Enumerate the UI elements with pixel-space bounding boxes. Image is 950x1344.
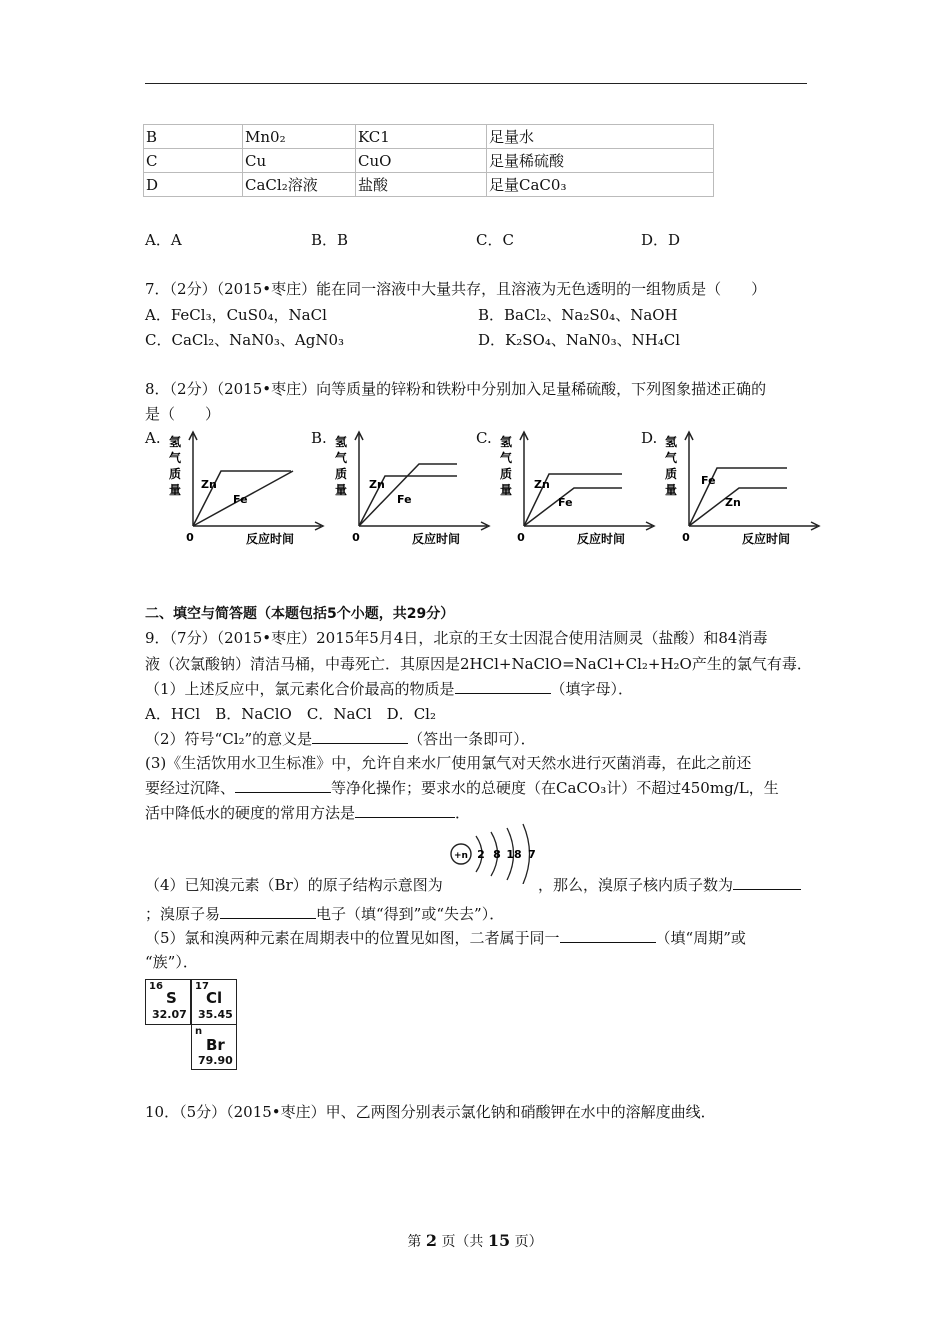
y-axis-label-char: 量 — [168, 483, 182, 497]
q7-choice-c: C．CaCl₂、NaN0₃、AgN0₃ — [145, 331, 345, 349]
y-axis-label-char: 质 — [499, 467, 513, 481]
x-axis-label: 反应时间 — [576, 532, 626, 546]
q7-choice-d: D．K₂SO₄、NaN0₃、NH₄Cl — [478, 331, 681, 349]
q9-part1-choices: A．HCl B．NaClO C．NaCl D．Cl₂ — [145, 705, 436, 723]
q7-choice-b: B．BaCl₂、Na₂S0₄、NaOH — [478, 306, 678, 324]
footer-text: 页（共 — [441, 1234, 484, 1250]
top-curve-label: Zn — [201, 478, 217, 491]
q9-part2-text-a: （2）符号“Cl₂”的意义是 — [145, 730, 313, 748]
q8-graph — [496, 428, 656, 548]
q9-line1: 9．（7分）（2015•枣庄）2015年5月4日，北京的王女士因混合使用洁厕灵（盐酸）和84消毒 — [145, 629, 768, 647]
footer-total-pages: 15 — [487, 1231, 511, 1250]
element-symbol: Cl — [206, 989, 223, 1007]
element-symbol: S — [166, 989, 177, 1007]
origin-label: 0 — [517, 531, 525, 544]
atomic-number: 16 — [149, 981, 163, 992]
q9-part4-text-d: 电子（填“得到”或“失去”）． — [316, 905, 505, 923]
table-cell: Mn0₂ — [243, 125, 356, 149]
shell-electrons: 2 — [477, 848, 485, 861]
q9-part3-text-b: 等净化操作；要求水的总硬度（在CaCO₃计）不超过450mg/L，生 — [331, 779, 779, 797]
bottom-curve-label: Fe — [558, 496, 573, 509]
table-cell: B — [144, 125, 243, 149]
origin-label: 0 — [186, 531, 194, 544]
y-axis-label-char: 气 — [334, 451, 348, 465]
y-axis-label-char: 氢 — [664, 435, 678, 449]
q10-stem: 10．（5分）（2015•枣庄）甲、乙两图分别表示氯化钠和硝酸钾在水中的溶解度曲线． — [145, 1103, 716, 1121]
atomic-number: 17 — [195, 981, 209, 992]
q8-option-letter: D. — [641, 429, 658, 447]
atomic-mass: 79.90 — [198, 1054, 233, 1067]
table-cell: 盐酸 — [356, 173, 487, 197]
q9-part1-text-b: （填字母）． — [550, 680, 634, 698]
footer-text: 页） — [514, 1234, 543, 1250]
q8-graph — [331, 428, 491, 548]
answer-blank[interactable] — [355, 802, 455, 818]
table-cell: CaCl₂溶液 — [243, 173, 356, 197]
header-rule — [145, 83, 807, 84]
q9-part2 — [145, 728, 536, 749]
origin-label: 0 — [682, 531, 690, 544]
table-cell: KC1 — [356, 125, 487, 149]
table-row — [144, 125, 714, 149]
y-axis-label-char: 质 — [168, 467, 182, 481]
answer-blank[interactable] — [235, 777, 331, 793]
y-axis-label-char: 氢 — [168, 435, 182, 449]
atomic-mass: 32.07 — [152, 1008, 187, 1021]
q8-graph — [165, 428, 325, 548]
shell-electrons: 7 — [528, 848, 536, 861]
q9-part3-text-a: 要经过沉降、 — [145, 779, 236, 797]
q9-part4-line1 — [538, 874, 801, 895]
origin-label: 0 — [352, 531, 360, 544]
q9-part2-text-b: （答出一条即可）． — [408, 730, 536, 748]
q6-choice-c: C．C — [476, 231, 514, 249]
q9-part3-text-c: 活中降低水的硬度的常用方法是 — [145, 804, 356, 822]
table-cell: 足量CaC0₃ — [487, 173, 714, 197]
answer-blank[interactable] — [733, 874, 801, 890]
footer-page-number: 2 — [425, 1231, 437, 1250]
table-cell: CuO — [356, 149, 487, 173]
q6-choice-a: A．A — [145, 231, 182, 249]
q7-choice-a: A．FeCl₃，CuS0₄，NaCl — [145, 306, 327, 324]
bromine-atom-diagram — [448, 820, 540, 884]
bottom-curve-label: Fe — [397, 493, 412, 506]
q9-part4-text-b: ，那么，溴原子核内质子数为 — [538, 876, 734, 894]
bottom-curve-label: Fe — [233, 493, 248, 506]
nucleus-label: +n — [454, 851, 468, 861]
y-axis-label-char: 气 — [664, 451, 678, 465]
y-axis-label-char: 量 — [334, 483, 348, 497]
table-cell: Cu — [243, 149, 356, 173]
periodic-cell-s — [145, 979, 191, 1025]
y-axis-label-char: 气 — [168, 451, 182, 465]
y-axis-label-char: 质 — [664, 467, 678, 481]
periodic-cell-cl — [191, 979, 237, 1025]
x-axis-label: 反应时间 — [245, 532, 295, 546]
table-cell: C — [144, 149, 243, 173]
table-cell: 足量水 — [487, 125, 714, 149]
x-axis-label: 反应时间 — [741, 532, 791, 546]
q9-part5-line1 — [145, 927, 746, 948]
q9-part4-text-c: ；溴原子易 — [145, 905, 221, 923]
q6-choice-b: B．B — [311, 231, 349, 249]
q7-stem: 7．（2分）（2015•枣庄）能在同一溶液中大量共存，且溶液为无色透明的一组物质是（ ） — [145, 280, 767, 298]
y-axis-label-char: 量 — [499, 483, 513, 497]
q9-line2: 液（次氯酸钠）清洁马桶，中毒死亡．其原因是2HCl+NaClO=NaCl+Cl₂+H₂O产生的氯气有毒． — [145, 655, 812, 673]
x-axis-label: 反应时间 — [411, 532, 461, 546]
y-axis-label-char: 氢 — [334, 435, 348, 449]
q9-part1 — [145, 678, 633, 699]
top-curve-label: Zn — [534, 478, 550, 491]
top-curve-label: Fe — [701, 474, 716, 487]
y-axis-label-char: 质 — [334, 467, 348, 481]
q8-graph — [661, 428, 821, 548]
shell-electrons: 18 — [506, 848, 522, 861]
table-cell: D — [144, 173, 243, 197]
answer-blank[interactable] — [220, 903, 316, 919]
section2-title: 二、填空与简答题（本题包括5个小题，共29分） — [145, 606, 455, 622]
q9-part3-line1: (3)《生活饮用水卫生标准》中，允许自来水厂使用氯气对天然水进行灭菌消毒，在此之前还 — [145, 754, 752, 772]
q9-part3-text-d: ． — [455, 804, 471, 822]
options-table — [143, 124, 714, 197]
top-curve-label: Zn — [369, 478, 385, 491]
q9-part3-line3 — [145, 802, 470, 823]
q9-part4-text-a: （4）已知溴元素（Br）的原子结构示意图为 — [145, 876, 443, 894]
atomic-number: n — [195, 1026, 203, 1037]
table-row — [144, 173, 714, 197]
q9-part5-text-a: （5）氯和溴两种元素在周期表中的位置见如图，二者属于同一 — [145, 929, 560, 947]
atomic-mass: 35.45 — [198, 1008, 233, 1021]
periodic-cell-br — [191, 1024, 237, 1070]
page-footer — [0, 1231, 950, 1251]
q6-choice-d: D．D — [641, 231, 681, 249]
y-axis-label-char: 氢 — [499, 435, 513, 449]
table-row — [144, 149, 714, 173]
q9-part3-line2 — [145, 777, 779, 798]
q8-option-letter: A. — [145, 429, 161, 447]
q8-stem-line1: 8．（2分）（2015•枣庄）向等质量的锌粉和铁粉中分别加入足量稀硫酸，下列图象描述正确的 — [145, 380, 767, 398]
q8-stem-line2: 是（ ） — [145, 405, 221, 423]
answer-blank[interactable] — [455, 678, 551, 694]
q8-option-letter: B. — [311, 429, 327, 447]
q8-option-letter: C. — [476, 429, 492, 447]
shell-electrons: 8 — [493, 848, 501, 861]
y-axis-label-char: 量 — [664, 483, 678, 497]
q9-part5-text-b: （填“周期”或 — [655, 929, 746, 947]
table-cell: 足量稀硫酸 — [487, 149, 714, 173]
y-axis-label-char: 气 — [499, 451, 513, 465]
footer-text: 第 — [407, 1234, 422, 1250]
element-symbol: Br — [206, 1036, 225, 1054]
q9-part1-text-a: （1）上述反应中，氯元素化合价最高的物质是 — [145, 680, 455, 698]
answer-blank[interactable] — [312, 728, 408, 744]
bottom-curve-label: Zn — [725, 496, 741, 509]
answer-blank[interactable] — [560, 927, 656, 943]
q9-part4-line2 — [145, 903, 504, 924]
q9-part5-line2: “族”）． — [145, 953, 198, 971]
